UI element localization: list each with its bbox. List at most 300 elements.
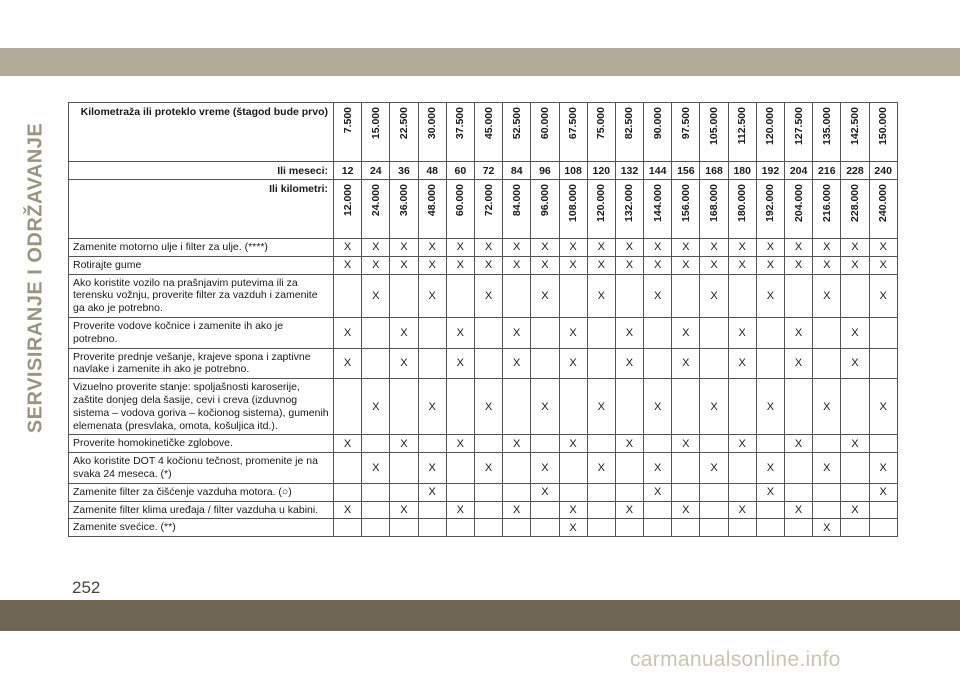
service-item-label: Zamenite filter klima uređaja / filter vazduha u kabini. <box>69 501 334 519</box>
service-mark-cell: X <box>785 317 813 348</box>
table-row <box>69 379 898 435</box>
service-mark-cell <box>587 483 615 501</box>
service-mark-cell: X <box>700 274 728 317</box>
month-value: 84 <box>503 162 531 180</box>
service-mark-cell: X <box>503 435 531 453</box>
month-value: 216 <box>813 162 841 180</box>
service-mark-cell: X <box>418 274 446 317</box>
service-mark-cell <box>474 483 502 501</box>
mileage-value: 60.000 <box>538 107 551 140</box>
service-mark-cell: X <box>841 317 869 348</box>
km-value: 240.000 <box>877 184 890 222</box>
service-mark-cell <box>390 274 418 317</box>
month-value: 24 <box>362 162 390 180</box>
service-mark-cell <box>672 274 700 317</box>
service-mark-cell: X <box>728 435 756 453</box>
km-value: 120.000 <box>595 184 608 222</box>
km-label: Ili kilometri: <box>69 180 334 239</box>
table-row <box>69 519 898 537</box>
table-row <box>69 274 898 317</box>
table-row <box>69 317 898 348</box>
service-mark-cell <box>756 501 784 519</box>
month-value: 192 <box>756 162 784 180</box>
service-mark-cell <box>362 519 390 537</box>
month-value: 12 <box>334 162 362 180</box>
month-value: 204 <box>785 162 813 180</box>
header-row-months <box>69 162 898 180</box>
service-mark-cell <box>672 519 700 537</box>
mileage-header-cell <box>869 103 897 162</box>
km-value: 108.000 <box>567 184 580 222</box>
km-value: 132.000 <box>623 184 636 222</box>
mileage-header-cell <box>615 103 643 162</box>
service-mark-cell <box>418 519 446 537</box>
service-mark-cell: X <box>446 348 474 379</box>
service-mark-cell: X <box>559 348 587 379</box>
service-mark-cell: X <box>869 453 897 484</box>
service-mark-cell <box>813 483 841 501</box>
km-header-cell <box>672 180 700 239</box>
service-mark-cell: X <box>559 435 587 453</box>
service-mark-cell: X <box>531 453 559 484</box>
km-header-cell <box>390 180 418 239</box>
service-mark-cell: X <box>728 317 756 348</box>
km-value: 36.000 <box>397 184 410 217</box>
service-mark-cell <box>615 379 643 435</box>
service-mark-cell <box>587 519 615 537</box>
watermark: carmanualsonline.info <box>630 648 841 671</box>
month-value: 168 <box>700 162 728 180</box>
top-band <box>0 48 960 76</box>
service-mark-cell <box>418 501 446 519</box>
service-mark-cell: X <box>841 435 869 453</box>
mileage-value: 127.500 <box>792 107 805 145</box>
service-mark-cell <box>531 348 559 379</box>
km-header-cell <box>756 180 784 239</box>
month-value: 72 <box>474 162 502 180</box>
service-mark-cell: X <box>531 483 559 501</box>
service-mark-cell <box>615 519 643 537</box>
service-mark-cell: X <box>615 435 643 453</box>
service-mark-cell <box>869 501 897 519</box>
mileage-value: 112.500 <box>736 107 749 145</box>
service-mark-cell: X <box>644 379 672 435</box>
service-mark-cell <box>474 501 502 519</box>
service-mark-cell <box>785 274 813 317</box>
km-value: 168.000 <box>708 184 721 222</box>
mileage-header-cell <box>446 103 474 162</box>
km-header-cell <box>587 180 615 239</box>
service-mark-cell: X <box>390 435 418 453</box>
km-header-cell <box>474 180 502 239</box>
header-row-km <box>69 180 898 239</box>
service-mark-cell: X <box>728 348 756 379</box>
service-mark-cell <box>728 379 756 435</box>
service-mark-cell <box>559 483 587 501</box>
service-mark-cell: X <box>334 435 362 453</box>
service-mark-cell <box>362 348 390 379</box>
mileage-value: 22.500 <box>397 107 410 140</box>
month-value: 48 <box>418 162 446 180</box>
mileage-value: 105.000 <box>708 107 721 145</box>
service-mark-cell <box>644 348 672 379</box>
service-mark-cell <box>700 519 728 537</box>
service-mark-cell <box>672 379 700 435</box>
service-mark-cell: X <box>785 348 813 379</box>
km-header-cell <box>418 180 446 239</box>
km-value: 48.000 <box>426 184 439 217</box>
km-value: 84.000 <box>510 184 523 217</box>
service-mark-cell: X <box>785 435 813 453</box>
mileage-header-cell <box>756 103 784 162</box>
service-mark-cell: X <box>362 256 390 274</box>
km-header-cell <box>362 180 390 239</box>
service-mark-cell <box>644 519 672 537</box>
service-mark-cell: X <box>728 501 756 519</box>
service-mark-cell <box>446 274 474 317</box>
service-mark-cell <box>869 435 897 453</box>
service-mark-cell <box>644 317 672 348</box>
service-mark-cell: X <box>474 239 502 257</box>
month-value: 108 <box>559 162 587 180</box>
km-value: 216.000 <box>820 184 833 222</box>
service-mark-cell: X <box>813 453 841 484</box>
service-mark-cell: X <box>672 256 700 274</box>
service-mark-cell <box>474 435 502 453</box>
service-mark-cell <box>756 435 784 453</box>
mileage-header-cell <box>644 103 672 162</box>
service-mark-cell: X <box>841 348 869 379</box>
month-value: 96 <box>531 162 559 180</box>
service-mark-cell <box>841 274 869 317</box>
service-mark-cell <box>756 519 784 537</box>
service-mark-cell: X <box>756 379 784 435</box>
service-mark-cell <box>503 379 531 435</box>
service-mark-cell: X <box>446 435 474 453</box>
service-mark-cell: X <box>418 379 446 435</box>
service-mark-cell: X <box>615 348 643 379</box>
mileage-header-cell <box>813 103 841 162</box>
mileage-value: 90.000 <box>651 107 664 140</box>
service-mark-cell <box>700 483 728 501</box>
service-mark-cell <box>503 483 531 501</box>
service-mark-cell: X <box>362 453 390 484</box>
service-item-label: Zamenite filter za čišćenje vazduha motora. (○) <box>69 483 334 501</box>
service-item-label: Proverite prednje vešanje, krajeve spona i zaptivne navlake i zamenite ih ako je potrebno. <box>69 348 334 379</box>
table-row <box>69 256 898 274</box>
service-mark-cell: X <box>390 501 418 519</box>
service-mark-cell: X <box>446 239 474 257</box>
service-mark-cell: X <box>785 239 813 257</box>
service-mark-cell: X <box>418 239 446 257</box>
service-mark-cell <box>334 519 362 537</box>
month-value: 240 <box>869 162 897 180</box>
service-mark-cell: X <box>869 256 897 274</box>
service-mark-cell: X <box>334 256 362 274</box>
service-mark-cell: X <box>644 274 672 317</box>
service-mark-cell: X <box>615 239 643 257</box>
service-mark-cell <box>531 519 559 537</box>
service-mark-cell <box>559 379 587 435</box>
service-mark-cell: X <box>672 239 700 257</box>
table-row <box>69 239 898 257</box>
service-mark-cell <box>644 435 672 453</box>
service-mark-cell <box>531 317 559 348</box>
service-mark-cell: X <box>756 239 784 257</box>
service-mark-cell <box>728 274 756 317</box>
km-header-cell <box>503 180 531 239</box>
service-mark-cell: X <box>503 501 531 519</box>
service-mark-cell: X <box>362 239 390 257</box>
service-mark-cell: X <box>615 317 643 348</box>
service-mark-cell <box>390 483 418 501</box>
service-mark-cell <box>700 501 728 519</box>
table-row <box>69 348 898 379</box>
maintenance-schedule-table <box>68 102 898 537</box>
service-mark-cell: X <box>813 239 841 257</box>
service-mark-cell <box>474 348 502 379</box>
service-mark-cell: X <box>587 256 615 274</box>
service-mark-cell: X <box>615 501 643 519</box>
mileage-header-cell <box>362 103 390 162</box>
service-mark-cell <box>615 483 643 501</box>
service-mark-cell <box>728 519 756 537</box>
km-header-cell <box>869 180 897 239</box>
bottom-band <box>0 600 960 631</box>
service-mark-cell: X <box>418 483 446 501</box>
service-mark-cell <box>615 453 643 484</box>
service-mark-cell: X <box>785 256 813 274</box>
table-row <box>69 435 898 453</box>
month-value: 132 <box>615 162 643 180</box>
km-header-cell <box>559 180 587 239</box>
service-mark-cell: X <box>672 435 700 453</box>
service-mark-cell: X <box>587 379 615 435</box>
km-value: 204.000 <box>792 184 805 222</box>
service-mark-cell <box>728 483 756 501</box>
service-mark-cell <box>756 317 784 348</box>
service-mark-cell <box>418 348 446 379</box>
month-value: 36 <box>390 162 418 180</box>
mileage-header-cell <box>700 103 728 162</box>
service-mark-cell <box>869 519 897 537</box>
service-mark-cell: X <box>531 379 559 435</box>
service-mark-cell <box>813 435 841 453</box>
service-mark-cell: X <box>390 256 418 274</box>
km-value: 12.000 <box>341 184 354 217</box>
service-mark-cell: X <box>644 483 672 501</box>
service-mark-cell: X <box>869 274 897 317</box>
km-header-cell <box>813 180 841 239</box>
service-mark-cell <box>474 317 502 348</box>
service-mark-cell <box>785 519 813 537</box>
service-mark-cell: X <box>700 239 728 257</box>
service-mark-cell <box>503 519 531 537</box>
service-mark-cell: X <box>531 274 559 317</box>
service-mark-cell: X <box>474 453 502 484</box>
mileage-header-cell <box>587 103 615 162</box>
service-item-label: Ako koristite DOT 4 kočionu tečnost, promenite je na svaka 24 meseca. (*) <box>69 453 334 484</box>
service-mark-cell: X <box>503 239 531 257</box>
month-value: 228 <box>841 162 869 180</box>
mileage-label: Kilometraža ili proteklo vreme (štagod bude prvo) <box>69 103 334 162</box>
mileage-value: 52.500 <box>510 107 523 140</box>
mileage-value: 7.500 <box>341 107 354 134</box>
service-mark-cell <box>700 348 728 379</box>
mileage-value: 82.500 <box>623 107 636 140</box>
service-mark-cell <box>756 348 784 379</box>
service-mark-cell <box>474 519 502 537</box>
service-item-label: Ako koristite vozilo na prašnjavim putevima ili za terensku vožnju, proverite filter za vazduh i zamenite ga ako je potrebno. <box>69 274 334 317</box>
service-mark-cell <box>615 274 643 317</box>
months-label: Ili meseci: <box>69 162 334 180</box>
service-mark-cell: X <box>474 256 502 274</box>
service-mark-cell: X <box>334 317 362 348</box>
service-mark-cell: X <box>813 379 841 435</box>
mileage-header-cell <box>418 103 446 162</box>
service-item-label: Proverite homokinetičke zglobove. <box>69 435 334 453</box>
service-mark-cell: X <box>587 239 615 257</box>
mileage-value: 30.000 <box>426 107 439 140</box>
service-mark-cell: X <box>756 453 784 484</box>
mileage-value: 150.000 <box>877 107 890 145</box>
service-mark-cell <box>362 317 390 348</box>
mileage-value: 120.000 <box>764 107 777 145</box>
mileage-header-cell <box>785 103 813 162</box>
service-mark-cell <box>869 348 897 379</box>
section-side-title: SERVISIRANJE I ODRŽAVANJE <box>24 122 47 434</box>
service-mark-cell <box>587 317 615 348</box>
mileage-value: 142.500 <box>848 107 861 145</box>
service-mark-cell <box>559 453 587 484</box>
service-mark-cell: X <box>559 317 587 348</box>
table-row <box>69 501 898 519</box>
service-mark-cell: X <box>841 256 869 274</box>
mileage-value: 45.000 <box>482 107 495 140</box>
month-value: 60 <box>446 162 474 180</box>
service-mark-cell: X <box>813 256 841 274</box>
service-mark-cell: X <box>503 256 531 274</box>
service-mark-cell: X <box>587 274 615 317</box>
km-header-cell <box>644 180 672 239</box>
service-mark-cell: X <box>756 256 784 274</box>
service-mark-cell <box>334 379 362 435</box>
service-mark-cell: X <box>362 379 390 435</box>
km-header-cell <box>700 180 728 239</box>
service-item-label: Zamenite motorno ulje i filter za ulje. (****) <box>69 239 334 257</box>
service-mark-cell <box>841 519 869 537</box>
month-value: 180 <box>728 162 756 180</box>
km-value: 24.000 <box>369 184 382 217</box>
service-mark-cell <box>362 435 390 453</box>
service-mark-cell: X <box>813 274 841 317</box>
service-mark-cell: X <box>503 317 531 348</box>
service-mark-cell <box>362 501 390 519</box>
km-value: 192.000 <box>764 184 777 222</box>
service-item-label: Zamenite svećice. (**) <box>69 519 334 537</box>
service-mark-cell: X <box>559 501 587 519</box>
service-mark-cell <box>334 453 362 484</box>
service-item-label: Vizuelno proverite stanje: spoljašnosti karoserije, zaštite donjeg dela šasije, cevi i creva (izduvnog sistema – vodova goriva – kočionog sistema), gumenih elemenata (presvlaka, omota, košuljica itd.). <box>69 379 334 435</box>
service-mark-cell <box>700 435 728 453</box>
km-header-cell <box>446 180 474 239</box>
km-header-cell <box>531 180 559 239</box>
service-mark-cell: X <box>869 483 897 501</box>
service-mark-cell: X <box>672 501 700 519</box>
km-value: 180.000 <box>736 184 749 222</box>
service-mark-cell: X <box>559 239 587 257</box>
mileage-header-cell <box>672 103 700 162</box>
service-mark-cell: X <box>446 501 474 519</box>
service-mark-cell: X <box>841 239 869 257</box>
mileage-value: 75.000 <box>595 107 608 140</box>
service-mark-cell: X <box>503 348 531 379</box>
km-header-cell <box>841 180 869 239</box>
service-mark-cell <box>418 435 446 453</box>
km-value: 96.000 <box>538 184 551 217</box>
service-mark-cell <box>362 483 390 501</box>
service-mark-cell <box>728 453 756 484</box>
service-mark-cell: X <box>841 501 869 519</box>
service-mark-cell <box>587 435 615 453</box>
km-header-cell <box>728 180 756 239</box>
service-mark-cell <box>334 274 362 317</box>
service-mark-cell <box>390 453 418 484</box>
service-item-label: Rotirajte gume <box>69 256 334 274</box>
service-mark-cell <box>418 317 446 348</box>
service-mark-cell <box>446 519 474 537</box>
mileage-header-cell <box>728 103 756 162</box>
table-row <box>69 483 898 501</box>
page-number: 252 <box>72 578 101 597</box>
km-value: 228.000 <box>848 184 861 222</box>
service-mark-cell: X <box>446 317 474 348</box>
service-mark-cell: X <box>700 453 728 484</box>
mileage-header-cell <box>559 103 587 162</box>
mileage-header-cell <box>390 103 418 162</box>
service-mark-cell <box>869 317 897 348</box>
month-value: 156 <box>672 162 700 180</box>
mileage-header-cell <box>841 103 869 162</box>
mileage-header-cell <box>334 103 362 162</box>
service-mark-cell <box>503 453 531 484</box>
service-mark-cell: X <box>334 239 362 257</box>
service-mark-cell: X <box>474 379 502 435</box>
service-mark-cell: X <box>615 256 643 274</box>
mileage-value: 37.500 <box>454 107 467 140</box>
service-mark-cell <box>813 501 841 519</box>
mileage-header-cell <box>531 103 559 162</box>
service-mark-cell: X <box>644 239 672 257</box>
service-mark-cell <box>785 379 813 435</box>
service-mark-cell <box>334 483 362 501</box>
service-mark-cell <box>559 274 587 317</box>
month-value: 120 <box>587 162 615 180</box>
service-mark-cell <box>813 348 841 379</box>
service-mark-cell <box>813 317 841 348</box>
km-header-cell <box>615 180 643 239</box>
service-mark-cell <box>587 348 615 379</box>
service-mark-cell: X <box>728 239 756 257</box>
service-mark-cell: X <box>418 256 446 274</box>
month-value: 144 <box>644 162 672 180</box>
km-header-cell <box>785 180 813 239</box>
service-mark-cell <box>841 453 869 484</box>
service-mark-cell: X <box>785 501 813 519</box>
service-mark-cell <box>587 501 615 519</box>
mileage-value: 15.000 <box>369 107 382 140</box>
service-mark-cell: X <box>644 453 672 484</box>
